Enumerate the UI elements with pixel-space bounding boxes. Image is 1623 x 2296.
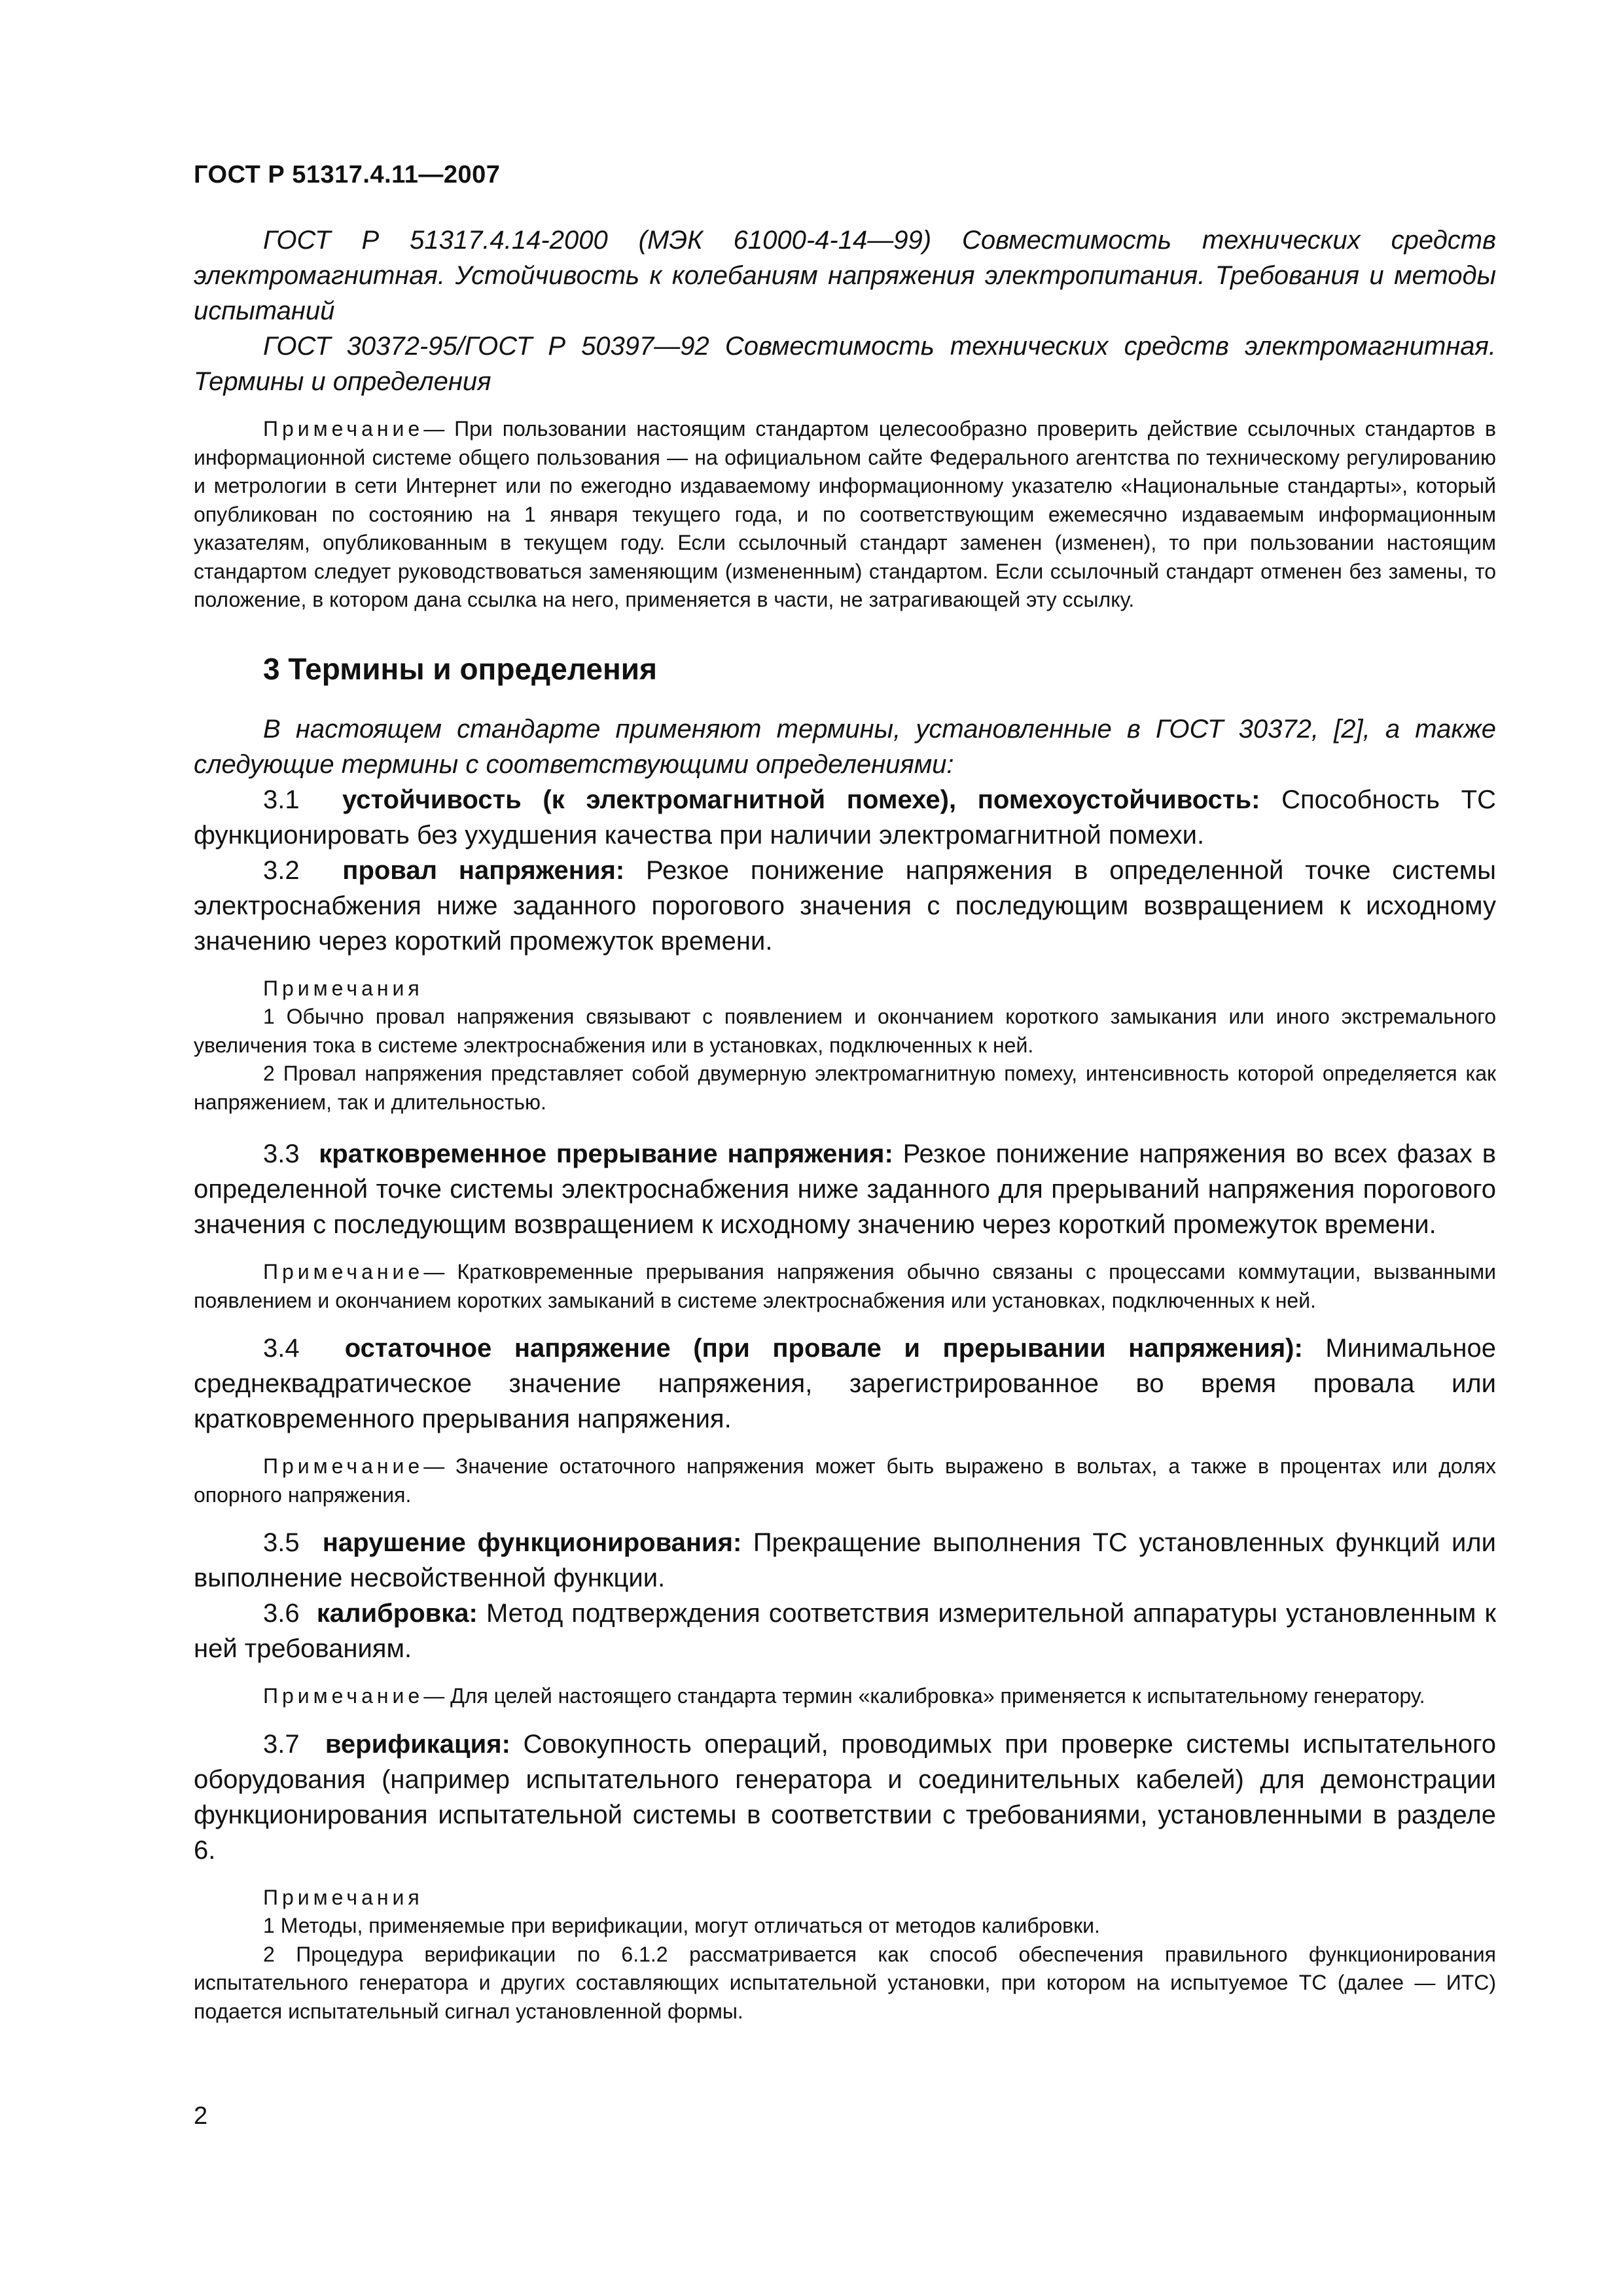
notes-heading: Примечания <box>263 976 423 1000</box>
term-number: 3.1 <box>263 785 300 814</box>
reference-gost-30372: ГОСТ 30372-95/ГОСТ Р 50397—92 Совместимость технических средств электромагнитная. Термины и определения <box>194 332 1496 396</box>
term-3-3-note <box>194 1258 1496 1315</box>
term-number: 3.5 <box>263 1528 300 1557</box>
note-text: — Для целей настоящего стандарта термин «калибровка» применяется к испытательному генератору. <box>423 1684 1425 1708</box>
document-code: ГОСТ Р 51317.4.11—2007 <box>194 161 501 188</box>
note-text: — Значение остаточного напряжения может быть выражено в вольтах, а также в процентах или долях опорного напряжения. <box>194 1454 1496 1507</box>
term-3-3 <box>194 1136 1496 1242</box>
term-definition: Способность ТС функционировать без ухудшения качества при наличии электромагнитной помехи. <box>194 785 1496 850</box>
term-definition: Прекращение выполнения ТС установленных функций или выполнение несвойственной функции. <box>194 1528 1496 1592</box>
term-number: 3.7 <box>263 1729 300 1759</box>
term-definition: Минимальное среднеквадратическое значение напряжения, зарегистрированное во время провала или кратковременного прерывания напряжения. <box>194 1334 1496 1433</box>
term-name: устойчивость (к электромагнитной помехе), помехоустойчивость: <box>342 785 1260 814</box>
term-3-7 <box>194 1727 1496 1868</box>
note-item: 1 Обычно провал напряжения связывают с появлением и окончанием короткого замыкания или иного экстремального увеличения тока в системе электроснабжения или в установках, подключенных к ней. <box>194 1005 1496 1057</box>
term-3-4-note <box>194 1452 1496 1509</box>
page-content <box>194 223 1496 2026</box>
note-label: Примечание <box>263 1454 424 1478</box>
note-text: — Кратковременные прерывания напряжения обычно связаны с процессами коммутации, вызванными появлением и окончанием коротких замыканий в системе электроснабжения или установках, подключенных к ней. <box>194 1260 1496 1312</box>
page-number: 2 <box>194 2102 208 2130</box>
term-name: верификация: <box>325 1729 510 1759</box>
term-number: 3.3 <box>263 1139 300 1168</box>
term-name: нарушение функционирования: <box>322 1528 742 1557</box>
term-name: кратковременное прерывание напряжения: <box>319 1139 893 1168</box>
notes-heading: Примечания <box>263 1885 423 1909</box>
term-definition: Метод подтверждения соответствия измерительной аппаратуры установленным к ней требованиям. <box>194 1599 1497 1663</box>
section-intro: В настоящем стандарте применяют термины, установленные в ГОСТ 30372, [2], а также следующие термины с соответствующими определениями: <box>194 714 1496 779</box>
term-3-1 <box>194 782 1496 853</box>
term-name: провал напряжения: <box>342 855 625 885</box>
term-3-6 <box>194 1596 1496 1666</box>
note-text: — При пользовании настоящим стандартом целесообразно проверить действие ссылочных стандартов в информационной системе общего пользования — на официальном сайте Федерального агентства по техническому регулированию и метрологии в сети Интернет или по ежегодно издаваемому информационному указателю «Национальные стандарты», который опубликован по состоянию на 1 января текущего года, и по соответствующим ежемесячно издаваемым информационным указателям, опубликованным в текущем году. Если ссылочный стандарт заменен (изменен), то при пользовании настоящим стандартом следует руководствоваться заменяющим (измененным) стандартом. Если ссылочный стандарт отменен без замены, то положение, в котором дана ссылка на него, применяется в части, не затрагивающей эту ссылку. <box>194 417 1496 611</box>
term-3-2 <box>194 853 1496 959</box>
note-item: 1 Методы, применяемые при верификации, могут отличаться от методов калибровки. <box>263 1914 1100 1937</box>
term-definition: Резкое понижение напряжения во всех фазах в определенной точке системы электроснабжения ниже заданного для прерываний напряжения порогового значения с последующим возвращением к исходному значению через короткий промежуток времени. <box>194 1139 1497 1239</box>
note-item: 2 Провал напряжения представляет собой двумерную электромагнитную помеху, интенсивность которой определяется как напряжением, так и длительностью. <box>194 1062 1496 1114</box>
term-number: 3.4 <box>263 1334 300 1363</box>
note-label: Примечание <box>263 1260 424 1283</box>
term-3-4 <box>194 1331 1496 1437</box>
term-definition: Совокупность операций, проводимых при проверке системы испытательного оборудования (например испытательного генератора и соединительных кабелей) для демонстрации функционирования испытательной системы в соответствии с требованиями, установленными в разделе 6. <box>194 1729 1496 1865</box>
term-definition: Резкое понижение напряжения в определенной точке системы электроснабжения ниже заданного порогового значения с последующим возвращением к исходному значению через короткий промежуток времени. <box>194 855 1497 956</box>
note-label: Примечание <box>263 1684 424 1708</box>
term-number: 3.6 <box>263 1599 300 1628</box>
reference-gost-51317-4-14: ГОСТ Р 51317.4.14-2000 (МЭК 61000-4-14—99) Совместимость технических средств электромагнитная. Устойчивость к колебаниям напряжения электропитания. Требования и методы испытаний <box>194 226 1496 325</box>
term-3-6-note <box>194 1682 1496 1711</box>
term-3-5 <box>194 1525 1496 1596</box>
general-note <box>194 415 1496 615</box>
note-item: 2 Процедура верификации по 6.1.2 рассматривается как способ обеспечения правильного функционирования испытательного генератора и других составляющих испытательной установки, при котором на испытуемое ТС (далее — ИТС) подается испытательный сигнал установленной формы. <box>194 1942 1496 2023</box>
note-label: Примечание <box>263 417 424 440</box>
term-name: калибровка: <box>316 1599 478 1628</box>
section-title: 3 Термины и определения <box>263 651 657 686</box>
term-number: 3.2 <box>263 855 300 885</box>
term-name: остаточное напряжение (при провале и прерывании напряжения): <box>344 1334 1303 1363</box>
